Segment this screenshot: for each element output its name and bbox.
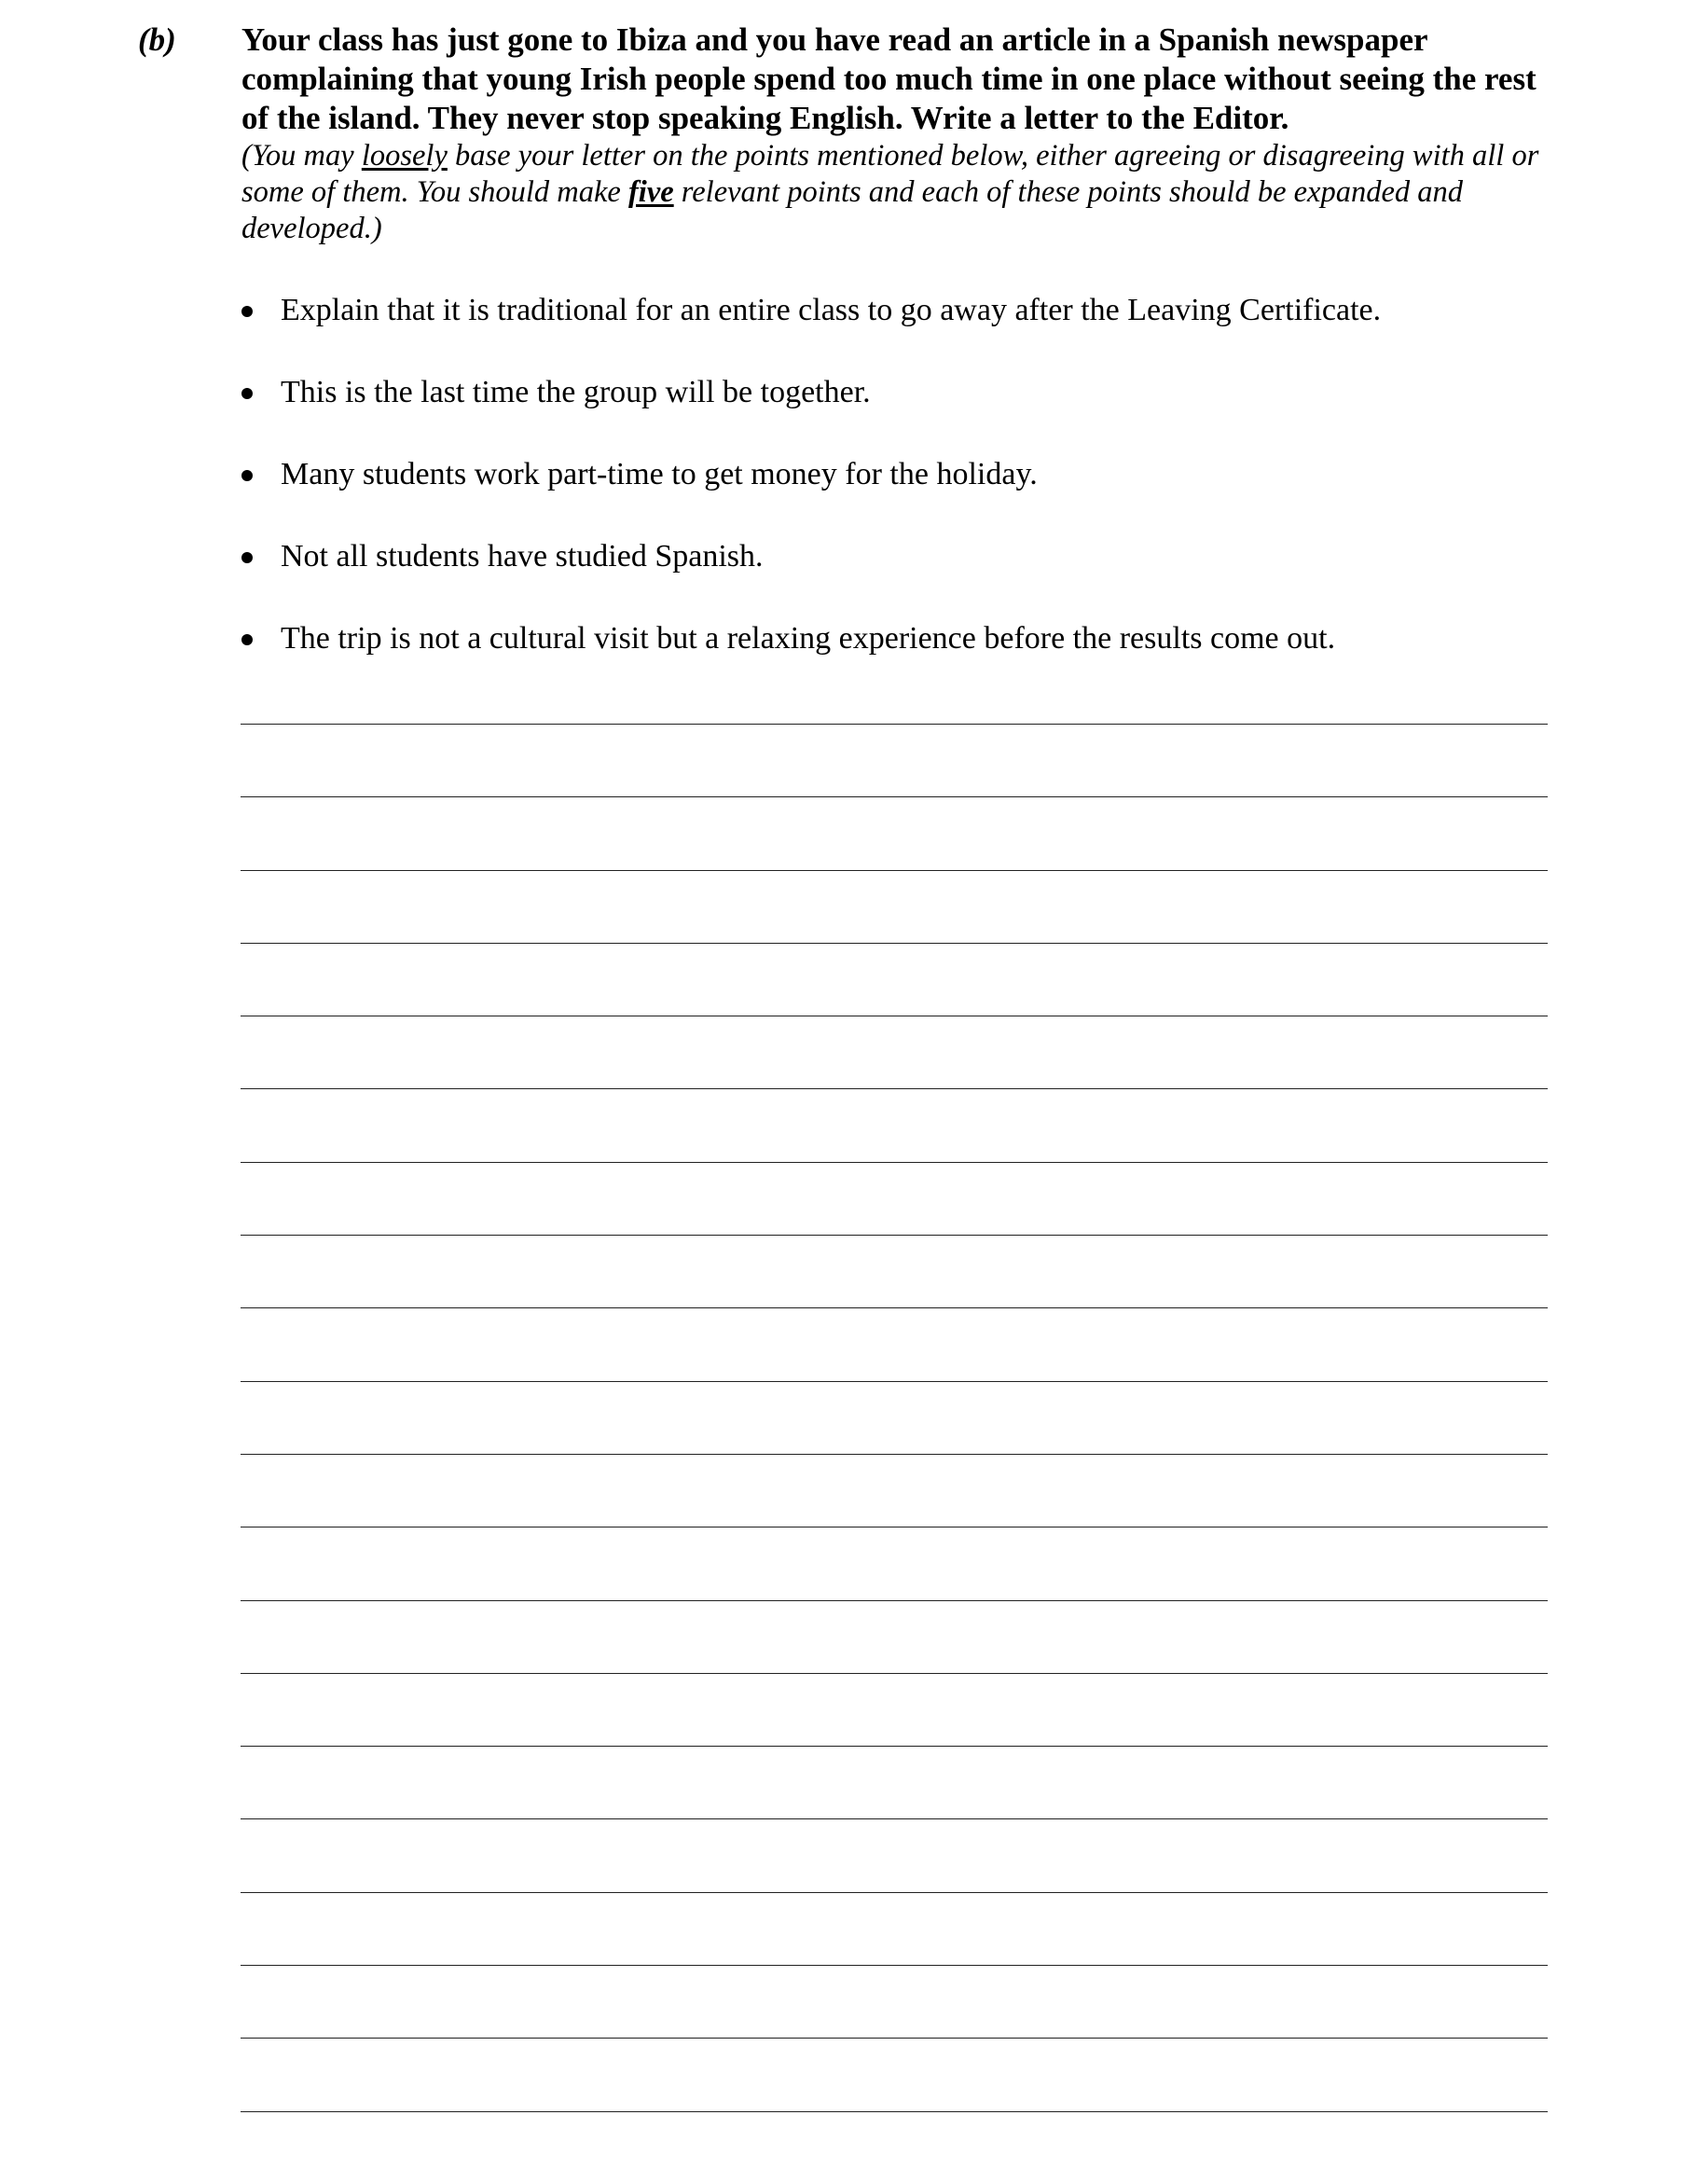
answer-lines[interactable] [241,724,1548,2184]
answer-line[interactable] [241,1746,1548,1818]
answer-line[interactable] [241,1454,1548,1527]
answer-line[interactable] [241,1818,1548,1891]
question-block [241,21,1556,247]
answer-line[interactable] [241,1600,1548,1673]
bullet-text: Explain that it is traditional for an entire class to go away after the Leaving Certificate. [281,293,1382,327]
answer-line[interactable] [241,1307,1548,1380]
answer-line[interactable] [241,1235,1548,1307]
bullet-icon [241,470,253,481]
answer-line[interactable] [241,724,1548,796]
bullet-text: The trip is not a cultural visit but a relaxing experience before the results come out. [281,621,1336,656]
answer-line[interactable] [241,1162,1548,1235]
answer-line[interactable] [241,2038,1548,2110]
answer-line[interactable] [241,1892,1548,1965]
question-instructions [241,138,1556,247]
bullet-point [241,613,1565,695]
bullet-icon [241,552,253,563]
bullet-point [241,366,1565,449]
answer-line[interactable] [241,1016,1548,1088]
question-prompt: Your class has just gone to Ibiza and you have read an article in a Spanish newspaper complaining that young Irish people spend too much time in one place without seeing the rest of the island. They never stop speaking English. Write a letter to the Editor. [241,21,1537,136]
answer-line[interactable] [241,2111,1548,2184]
question-label: (b) [138,21,176,58]
bullet-point [241,449,1565,531]
bullet-point [241,531,1565,613]
bullet-text: This is the last time the group will be together. [281,375,871,409]
instructions-emphasis-loosely: loosely [361,139,448,173]
bullet-text: Many students work part-time to get money for the holiday. [281,457,1038,491]
bullet-point [241,284,1565,366]
answer-line[interactable] [241,943,1548,1016]
answer-line[interactable] [241,796,1548,869]
bullet-icon [241,388,253,399]
bullet-icon [241,306,253,317]
instructions-text: (You may [241,139,362,173]
bullet-text: Not all students have studied Spanish. [281,539,764,574]
answer-line[interactable] [241,1965,1548,2038]
bullet-list [241,284,1565,695]
instructions-text: relevant points and each of these points should be expanded and developed.) [241,175,1464,245]
answer-line[interactable] [241,1673,1548,1746]
answer-line[interactable] [241,870,1548,943]
answer-line[interactable] [241,1381,1548,1454]
bullet-icon [241,634,253,645]
instructions-text: base your letter on the points mentioned below, either agreeing or disagreeing with all or some of them. You should make [241,139,1539,209]
instructions-emphasis-five: five [627,175,674,209]
answer-line[interactable] [241,1088,1548,1161]
answer-line[interactable] [241,1527,1548,1599]
